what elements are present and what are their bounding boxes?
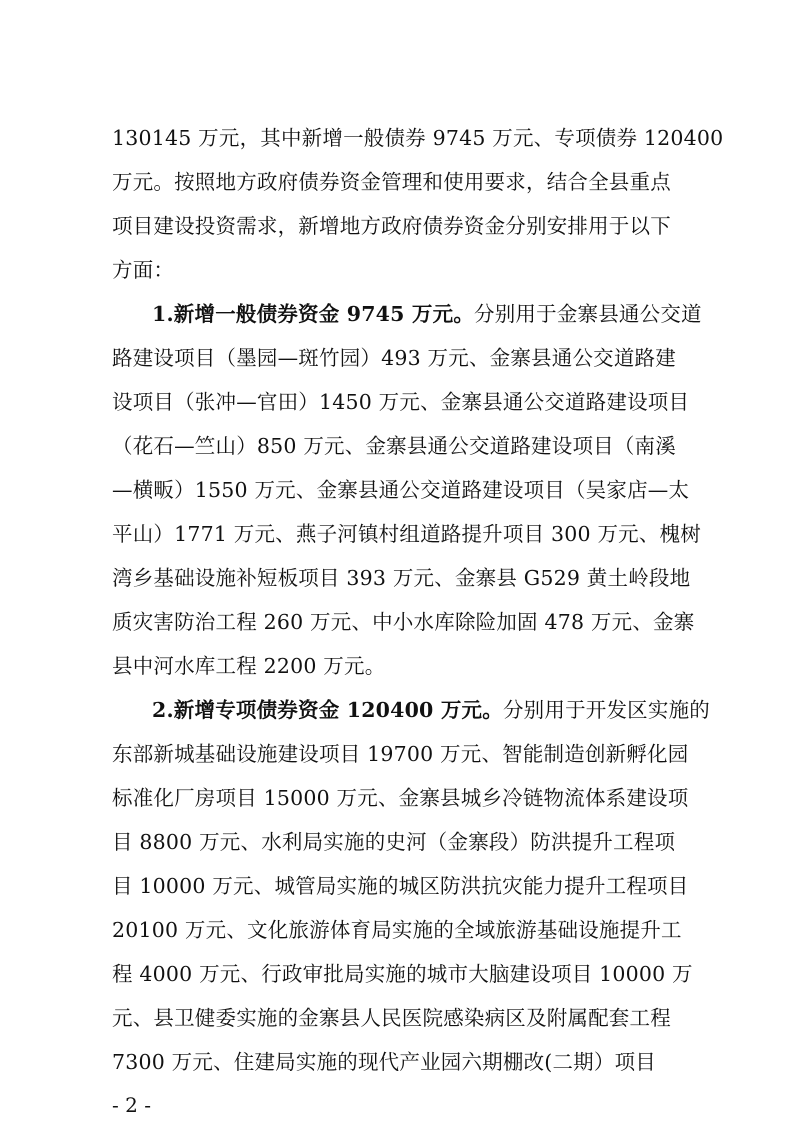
body-line: 路建设项目（墨园—斑竹园）493 万元、金寨县通公交道路建 [112, 346, 676, 370]
section-two-heading: 2.新增专项债券资金 120400 万元。 [152, 698, 503, 722]
body-line: 目 8800 万元、水利局实施的史河（金寨段）防洪提升工程项 [112, 830, 676, 854]
body-line: （花石—竺山）850 万元、金寨县通公交道路建设项目（南溪 [112, 434, 676, 458]
section-two-lead-text: 分别用于开发区实施的 [502, 698, 710, 722]
section-one-lead-text: 分别用于金寨县通公交道 [474, 302, 702, 326]
body-line: 130145 万元，其中新增一般债券 9745 万元、专项债券 120400 [112, 126, 724, 150]
page-number: - 2 - [112, 1093, 151, 1117]
body-line: 方面： [112, 258, 175, 282]
body-line: 湾乡基础设施补短板项目 393 万元、金寨县 G529 黄土岭段地 [112, 566, 691, 590]
section-two-heading-line [152, 688, 710, 732]
body-line: 万元。按照地方政府债券资金管理和使用要求，结合全县重点 [112, 170, 671, 194]
body-line: 目 10000 万元、城管局实施的城区防洪抗灾能力提升工程项目 [112, 874, 689, 898]
body-line: 县中河水库工程 2200 万元。 [112, 654, 386, 678]
body-line: 程 4000 万元、行政审批局实施的城市大脑建设项目 10000 万 [112, 962, 693, 986]
body-line: 平山）1771 万元、燕子河镇村组道路提升项目 300 万元、槐树 [112, 522, 701, 546]
body-line: 东部新城基础设施建设项目 19700 万元、智能制造创新孵化园 [112, 742, 689, 766]
section-one-heading-line [152, 292, 702, 336]
body-line: 项目建设投资需求，新增地方政府债券资金分别安排用于以下 [112, 214, 671, 238]
body-line: 质灾害防治工程 260 万元、中小水库除险加固 478 万元、金寨 [112, 610, 695, 634]
body-line: 标准化厂房项目 15000 万元、金寨县城乡冷链物流体系建设项 [112, 786, 689, 810]
body-line: 设项目（张冲—官田）1450 万元、金寨县通公交道路建设项目 [112, 390, 690, 414]
body-line: —横畈）1550 万元、金寨县通公交道路建设项目（吴家店—太 [112, 478, 690, 502]
body-line: 元、县卫健委实施的金寨县人民医院感染病区及附属配套工程 [112, 1006, 671, 1030]
section-one-heading: 1.新增一般债券资金 9745 万元。 [152, 302, 475, 326]
body-line: 7300 万元、住建局实施的现代产业园六期棚改(二期）项目 [112, 1050, 656, 1074]
body-line: 20100 万元、文化旅游体育局实施的全域旅游基础设施提升工 [112, 918, 682, 942]
